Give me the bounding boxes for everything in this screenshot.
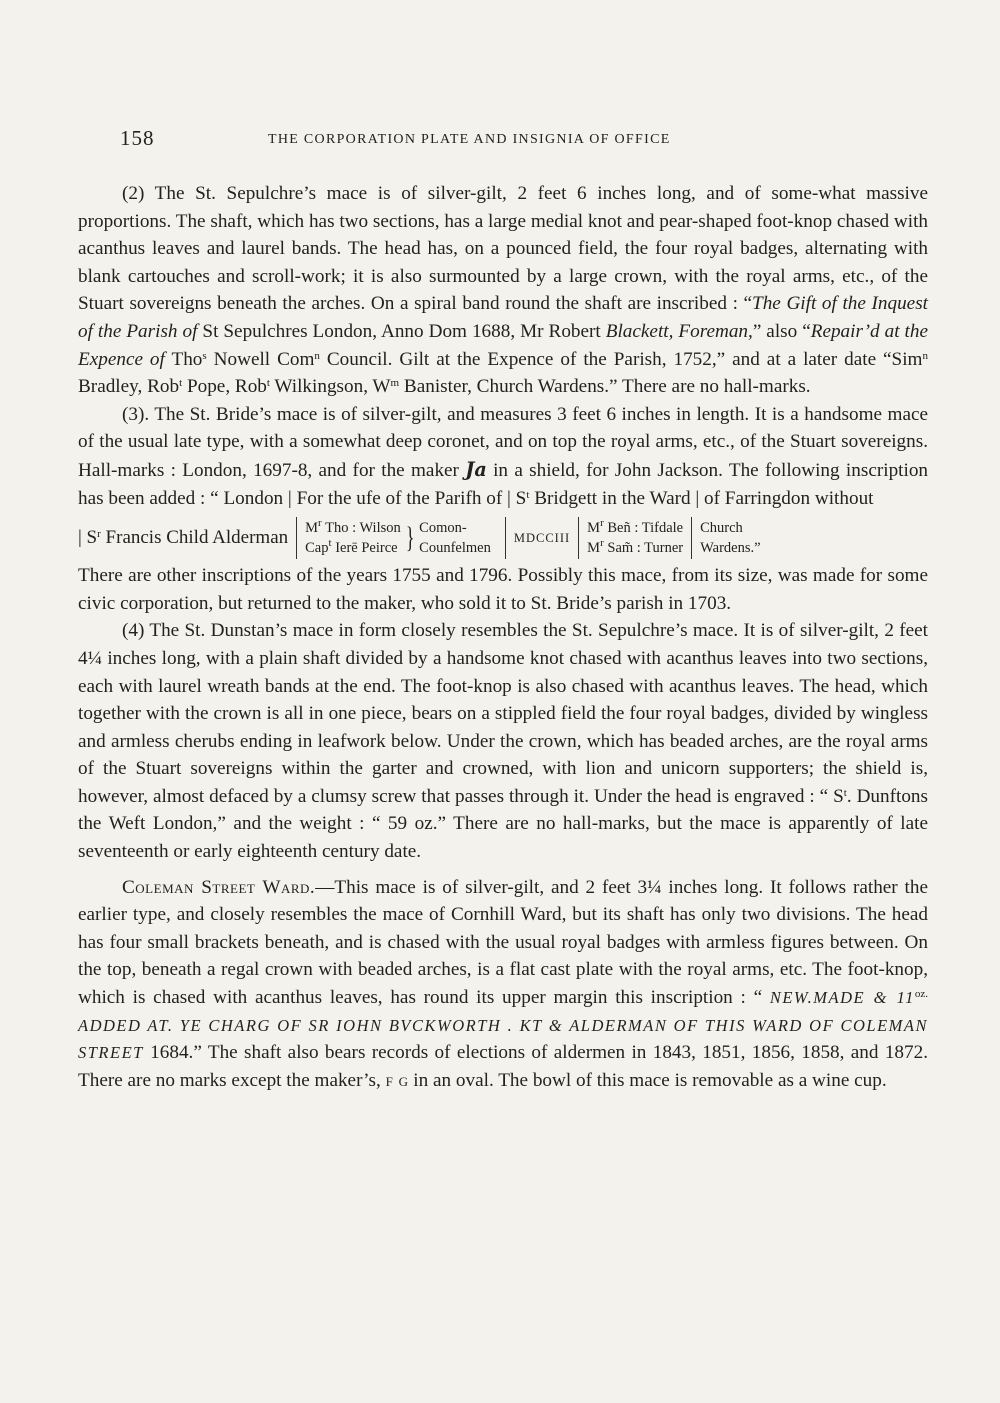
inscription-year: MDCCIII bbox=[513, 530, 571, 545]
paragraph-coleman-street: Coleman Street Ward.—This mace is of silver-gilt, and 2 feet 3¼ inches long. It follows rather the earlier type, and closely resembles the mace of Cornhill Ward, but its shaft has only two divisions. The head has four small brackets beneath, and is chased with the usual royal badges with armless figures between. On the top, beneath a regal crown with beaded arches, is a flat cast plate with the royal arms, etc. The foot-knop, which is chased with acanthus leaves, has round its upper margin this inscription : “ NEW.MADE & $11^{oz.}$ ADDED AT. YE CHARG OF SR IOHN BVCKWORTH . KT & ALDERMAN OF THIS WARD OF COLEMAN STREET 1684.” The shaft also bears records of elections of aldermen in 1843, 1851, 1856, 1858, and 1872. There are no marks except the maker’s, f g in an oval. The bowl of this mace is removable as a wine cup. bbox=[78, 876, 928, 1091]
section-heading: Coleman Street Ward. bbox=[122, 876, 316, 898]
divider bbox=[296, 517, 297, 559]
brace: } bbox=[405, 521, 415, 555]
paragraph-st-sepulchre: (2) The St. Sepulchre’s mace is of silver-gilt, 2 feet 6 inches long, and of some-what massive proportions. The shaft, which has two sections, has a large medial knot and pear-shaped foot-knop chased with acanthus leaves and laurel bands. The head has, on a pounced field, the four royal badges, alternating with blank cartouches and scroll-work; it is also surmounted by a large crown, with the royal arms, etc., of the Stuart sovereigns beneath the arches. On a spiral band round the shaft are inscribed : “The Gift of the Inquest of the Parish of St Sepulchres London, Anno Dom 1688, Mr Robert Blackett, Foreman,” also “Repair’d at the Expence of Tho$^s$ Nowell Com$^n$ Council. Gilt at the Expence of the Parish, 1752,” and at a later date “Sim$^n$ Bradley, Rob$^t$ Pope, Rob$^t$ Wilkingson, $W^m$ Banister, Church Wardens.” There are no hall-marks. bbox=[78, 183, 928, 398]
divider bbox=[505, 517, 506, 559]
paragraph-st-dunstan: (4) The St. Dunstan’s mace in form closely resembles the St. Sepulchre’s mace. It is of silver-gilt, 2 feet 4¼ inches long, with a plain shaft divided by a handsome knot chased with acanthus leaves into two sections, each with laurel wreath bands at the end. The foot-knop is also chased with acanthus leaves. The head, which together with the crown is all in one piece, bears on a stippled field the four royal badges, divided by wingless and armless cherubs ending in leafwork below. Under the crown, which has beaded arches, are the royal arms of the Stuart sovereigns within the garter and crowned, with lion and unicorn supporters; the shield is, however, almost defaced by a clumsy screw that passes through it. Under the head is engraved : “ $S^t$. Dunftons the Weft London,” and the weight : “ 59 oz.” There are no hall-marks, but the mace is apparently of late seventeenth or early eighteenth century date. bbox=[78, 620, 928, 863]
inscription-title-1: Comon- Counfelmen bbox=[419, 520, 491, 557]
divider bbox=[578, 517, 579, 559]
page-header bbox=[120, 126, 930, 156]
paragraph-st-bride: (3). The St. Bride’s mace is of silver-gilt, and measures 3 feet 6 inches in length. It is a handsome mace of the usual late type, with a somewhat deep coronet, and on top the royal arms, etc., of the Stuart sovereigns. Hall-marks : London, 1697-8, and for the maker Ja in a shield, for John Jackson. The following inscription has been added : “ London | For the ufe of the Parifh of | $S^t$ Bridgett in the Ward | of Farringdon without bbox=[78, 403, 929, 509]
paragraph-st-bride-cont: There are other inscriptions of the years 1755 and 1796. Possibly this mace, from its size, was made for some civic corporation, but returned to the maker, who sold it to St. Bride’s parish in 1703. bbox=[78, 565, 928, 614]
maker-mark: Ja bbox=[465, 457, 487, 481]
divider bbox=[691, 517, 692, 559]
inscription-lead: | $S^r$ Francis Child Alderman bbox=[78, 527, 289, 549]
inscription-names-1: $M^r$ Tho : Wilson Cap$^t$ Ierē Peirce bbox=[305, 517, 401, 557]
running-title: THE CORPORATION PLATE AND INSIGNIA OF OFFICE bbox=[268, 132, 671, 147]
inscription-block bbox=[78, 514, 928, 562]
body-text bbox=[78, 180, 928, 1094]
inscription-names-2: $M^r$ Beñ : Tifdale $M^r$ Sam̃ : Turner bbox=[587, 517, 684, 557]
page-number: 158 bbox=[120, 126, 155, 150]
inscription-title-2: Church Wardens.” bbox=[700, 520, 761, 557]
